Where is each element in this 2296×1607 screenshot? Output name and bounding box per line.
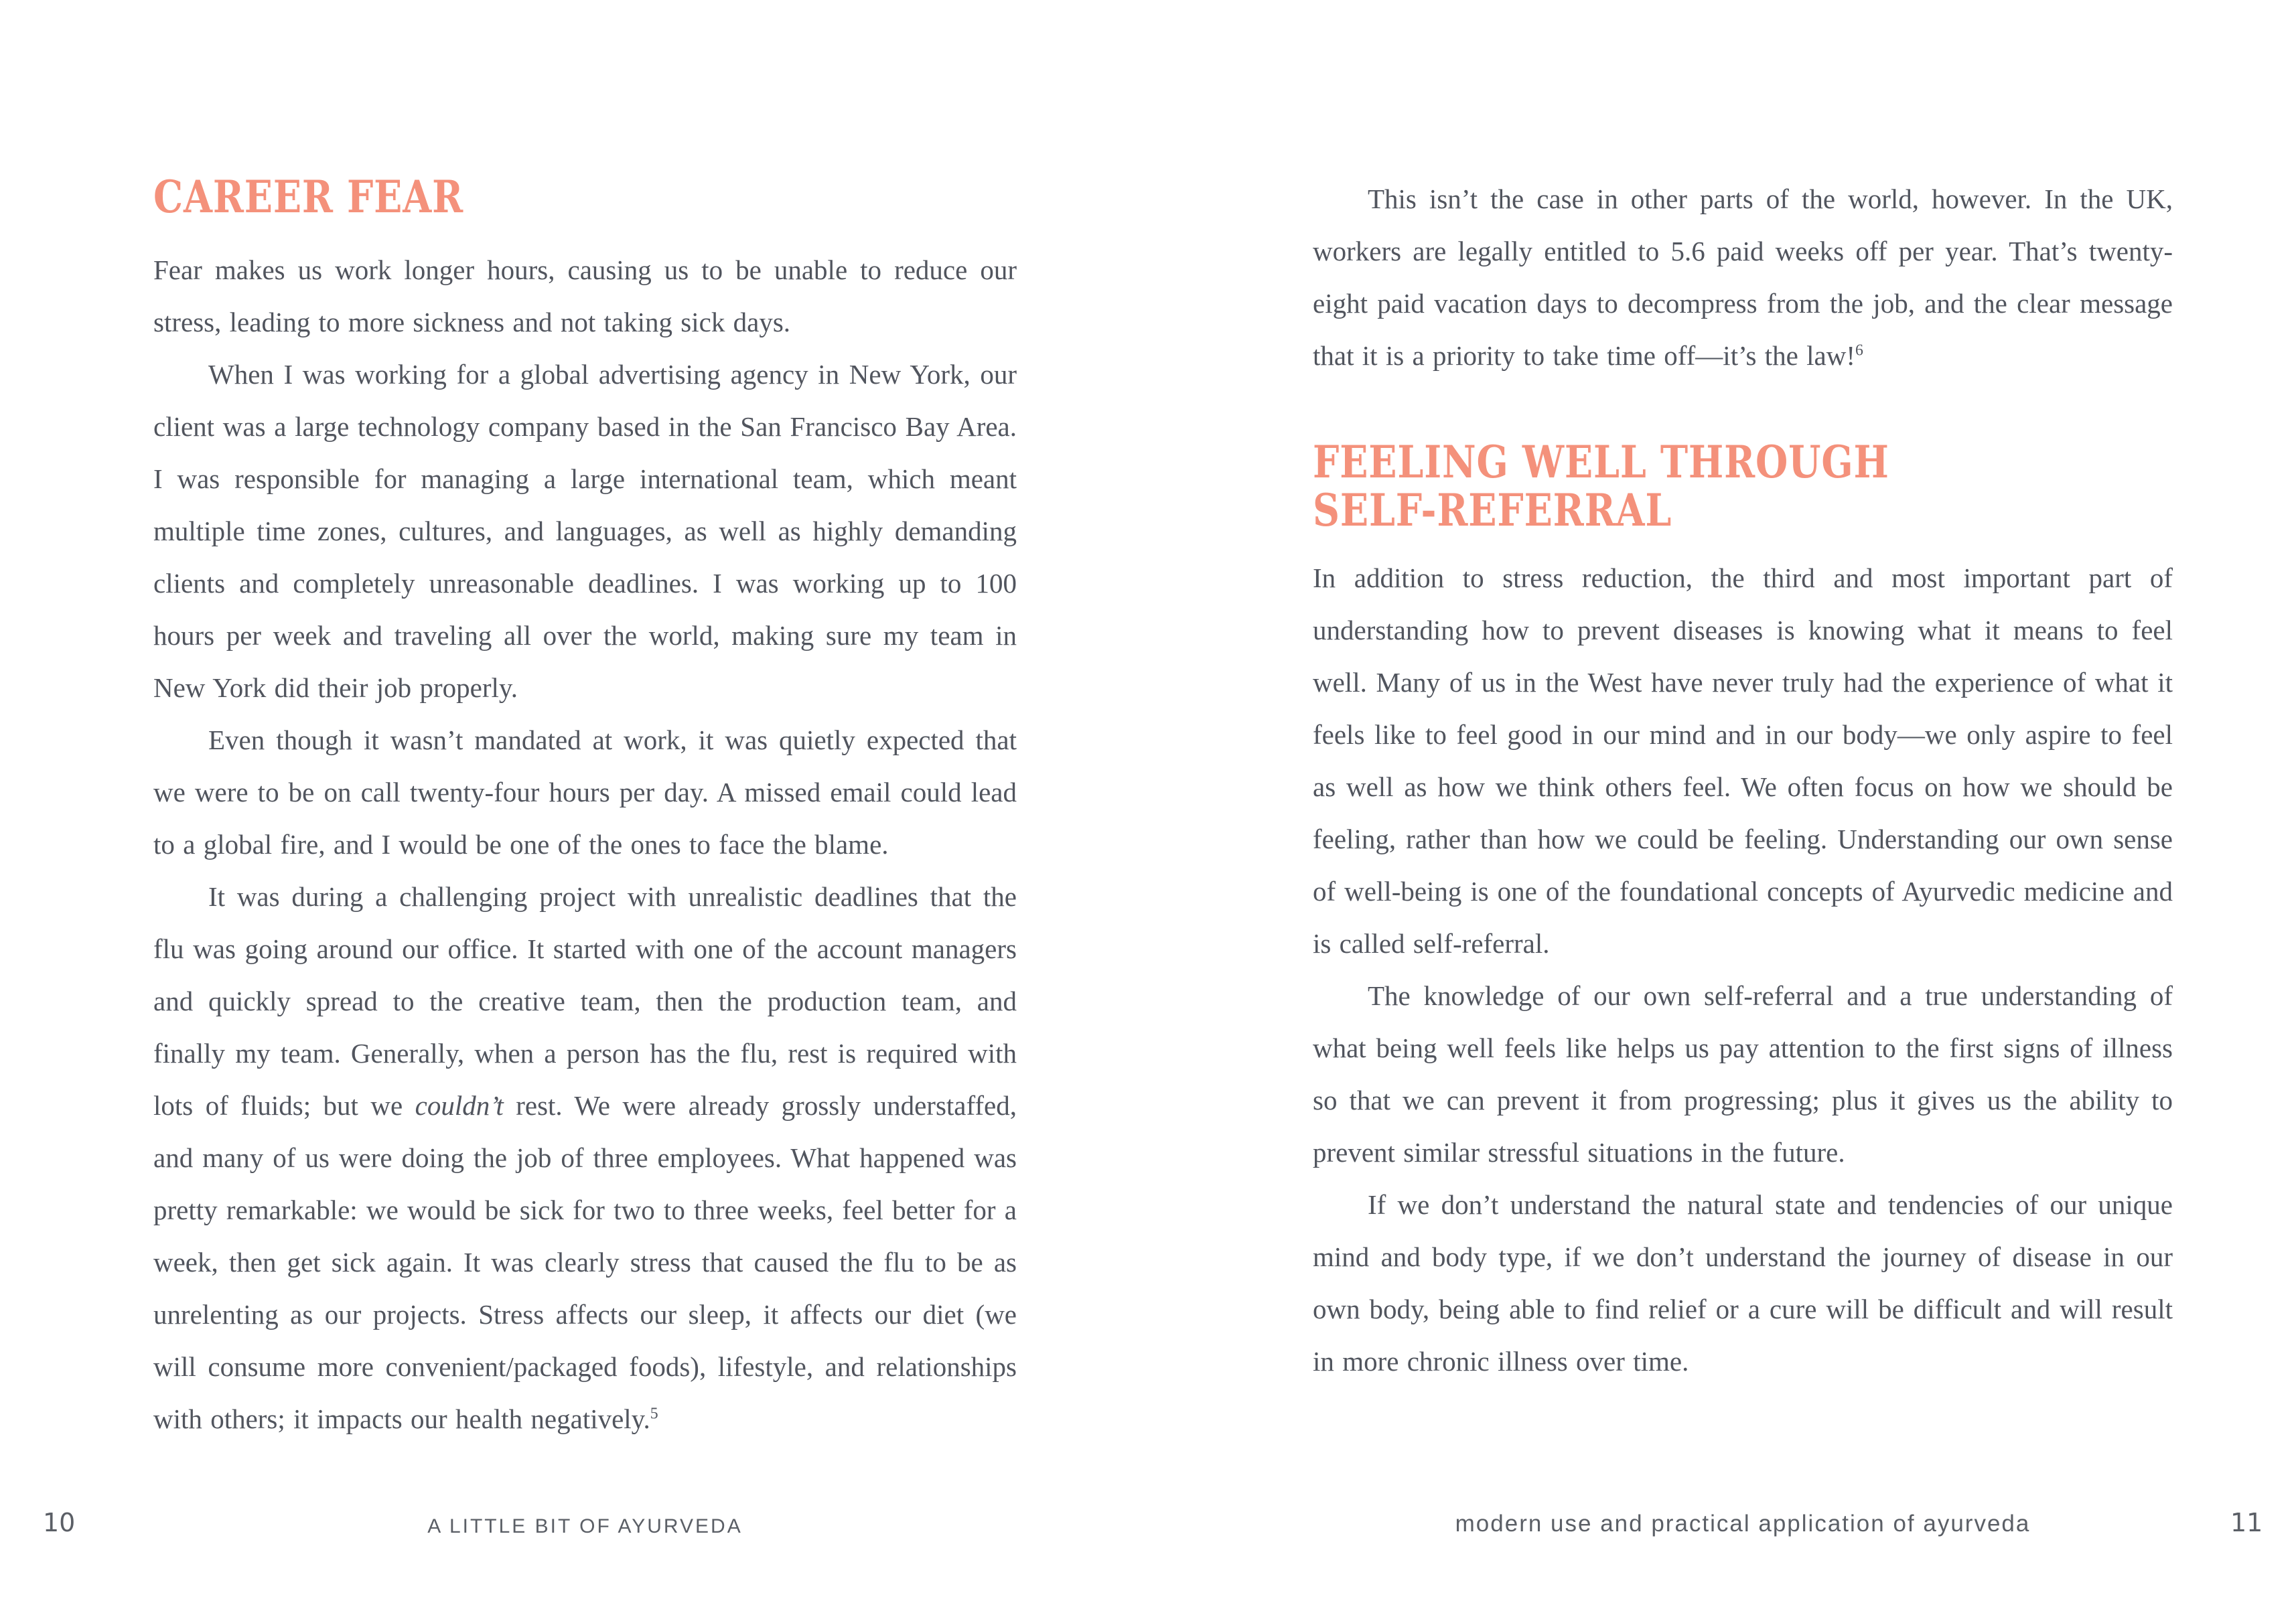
section-title-line: SELF-REFERRAL [1313,484,1672,536]
body-paragraph: This isn’t the case in other parts of the world, however. In the UK, workers are legally entitled to 5.6 paid weeks off per year. That’s twenty-eight paid vacation days to decompress from the job, and the clear message that it is a priority to take time off—it’s the law!$^6$ [1313,183,2173,371]
body-paragraph: In addition to stress reduction, the third and most important part of understanding how to prevent diseases is knowing what it means to feel well. Many of us in the West have never truly had the experience of what it feels like to feel good in our mind and in our body—we only aspire to feel as well as how we think others feel. We often focus on how we should be feeling, rather than how we could be feeling. Understanding our own sense of well-being is one of the foundational concepts of Ayurvedic medicine and is called self-referral. [1313,562,2173,959]
running-footer-right: modern use and practical application of ayurveda [1455,1511,2031,1537]
right-page-text-column [1313,173,2173,1387]
section-title-career-fear: CAREER FEAR [153,171,464,223]
running-footer-left: A LITTLE BIT OF AYURVEDA [427,1515,743,1537]
page-number-right: 11 [2230,1508,2263,1537]
section-title-line: FEELING WELL THROUGH [1313,436,1889,488]
body-paragraph: If we don’t understand the natural state and tendencies of our unique mind and body type, if we don’t understand the journey of disease in our own body, being able to find relief or a cure will be difficult and will result in more chronic illness over time. [1313,1189,2173,1377]
left-page-text-column [153,173,1017,1445]
body-paragraph: Even though it wasn’t mandated at work, it was quietly expected that we were to be on call twenty-four hours per day. A missed email could lead to a global fire, and I would be one of the ones to face the blame. [153,724,1017,860]
body-paragraph: When I was working for a global advertising agency in New York, our client was a large technology company based in the San Francisco Bay Area. I was responsible for managing a large international team, which meant multiple time zones, cultures, and languages, as well as highly demanding clients and completely unreasonable deadlines. I was working up to 100 hours per week and traveling all over the world, making sure my team in New York did their job properly. [153,359,1017,703]
body-paragraph: The knowledge of our own self-referral and a true understanding of what being well feels like helps us pay attention to the first signs of illness so that we can prevent it from progressing; plus it gives us the ability to prevent similar stressful situations in the future. [1313,980,2173,1168]
page-number-left: 10 [43,1508,76,1537]
section-title-feeling-well-through-self-referral [1313,438,2035,534]
body-paragraph: Fear makes us work longer hours, causing us to be unable to reduce our stress, leading to more sickness and not taking sick days. [153,254,1017,337]
body-paragraph: It was during a challenging project with unrealistic deadlines that the flu was going around our office. It started with one of the account managers and quickly spread to the creative team, then the production team, and finally my team. Generally, when a person has the flu, rest is required with lots of fluids; but we couldn’t rest. We were already grossly understaffed, and many of us were doing the job of three employees. What happened was pretty remarkable: we would be sick for two to three weeks, feel better for a week, then get sick again. It was clearly stress that caused the flu to be as unrelenting as our projects. Stress affects our sleep, it affects our diet (we will consume more convenient/packaged foods), lifestyle, and relationships with others; it impacts our health negatively.$^5$ [153,881,1017,1434]
